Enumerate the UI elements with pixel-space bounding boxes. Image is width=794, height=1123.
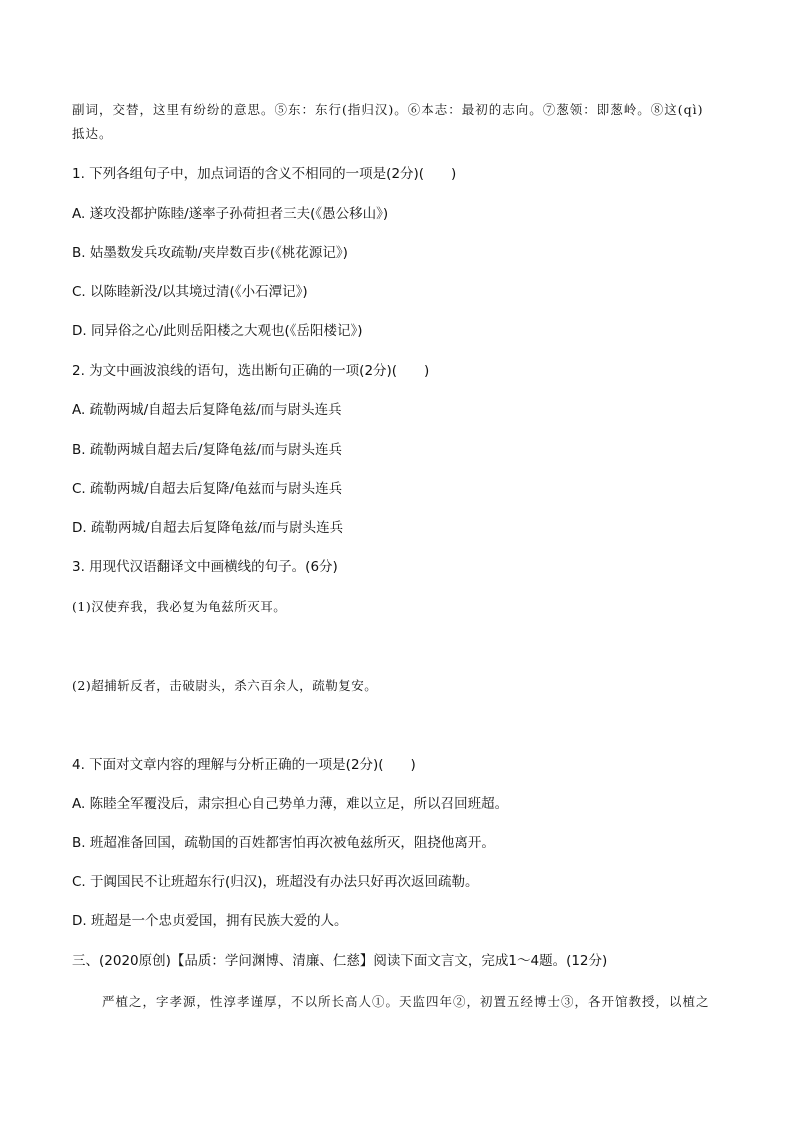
question-2-option-c: C. 疏勒两城/自超去后复降/龟兹而与尉头连兵	[72, 481, 343, 497]
passage-first-line: 严植之，字孝源，性淳孝谨厚，不以所长高人①。天监四年②，初置五经博士③，各开馆教授，以植之	[102, 994, 710, 1009]
question-4-option-d: D. 班超是一个忠贞爱国，拥有民族大爱的人。	[72, 913, 348, 929]
question-3-stem: 3. 用现代汉语翻译文中画横线的句子。(6分)	[72, 559, 338, 575]
question-3-item-2: (2)超捕斩反者，击破尉头，杀六百余人，疏勒复安。	[72, 678, 378, 693]
question-4-option-c: C. 于阗国民不让班超东行(归汉)，班超没有办法只好再次返回疏勒。	[72, 874, 479, 890]
question-2-option-b: B. 疏勒两城自超去后/复降龟兹/而与尉头连兵	[72, 442, 342, 458]
question-1-option-d: D. 同异俗之心/此则岳阳楼之大观也(《岳阳楼记》)	[72, 323, 363, 339]
question-1-option-b: B. 姑墨数发兵攻疏勒/夹岸数百步(《桃花源记》)	[72, 245, 348, 261]
question-4-stem: 4. 下面对文章内容的理解与分析正确的一项是(2分)( )	[72, 757, 416, 773]
question-2-option-a: A. 疏勒两城/自超去后复降龟兹/而与尉头连兵	[72, 402, 342, 418]
annotation-line-1: 副词，交替，这里有纷纷的意思。⑤东：东行(指归汉)。⑥本志：最初的志向。⑦葱领：即葱岭。⑧这(qì)	[72, 102, 704, 117]
question-2-option-d: D. 疏勒两城/自超去后复降龟兹/而与尉头连兵	[72, 520, 344, 536]
question-4-option-b: B. 班超准备回国，疏勒国的百姓都害怕再次被龟兹所灭，阻挠他离开。	[72, 835, 495, 851]
question-2-stem: 2. 为文中画波浪线的语句，选出断句正确的一项(2分)( )	[72, 363, 430, 379]
question-1-option-a: A. 遂攻没都护陈睦/遂率子孙荷担者三夫(《愚公移山》)	[72, 206, 389, 222]
annotation-line-2: 抵达。	[72, 126, 113, 141]
question-1-option-c: C. 以陈睦新没/以其境过清(《小石潭记》)	[72, 284, 308, 300]
question-1-stem: 1. 下列各组句子中，加点词语的含义不相同的一项是(2分)( )	[72, 166, 457, 182]
question-3-item-1: (1)汉使弃我，我必复为龟兹所灭耳。	[72, 599, 287, 614]
section-heading: 三、(2020原创)【品质：学问渊博、清廉、仁慈】阅读下面文言文，完成1～4题。(12分)	[72, 953, 608, 969]
question-4-option-a: A. 陈睦全军覆没后，肃宗担心自己势单力薄，难以立足，所以召回班超。	[72, 796, 509, 812]
